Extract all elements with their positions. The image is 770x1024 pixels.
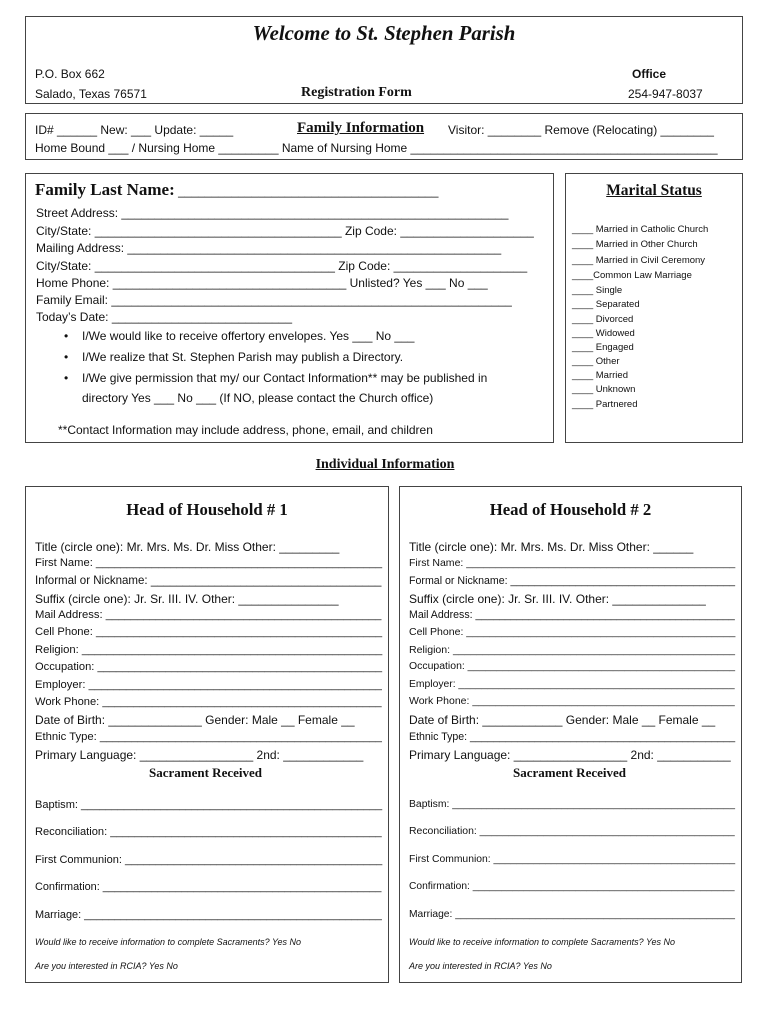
hoh2-suffix-field[interactable]: Suffix (circle one): Jr. Sr. III. IV. Other: ______________ [409, 592, 706, 606]
hoh2-baptism-field[interactable]: Baptism: _________________________________________________ [409, 799, 735, 810]
hoh1-work-phone-field[interactable]: Work Phone: _____________________________________________ [35, 696, 382, 708]
mailing-address-field[interactable]: Mailing Address: ________________________________________________________ [36, 241, 502, 255]
hoh1-first-communion-field[interactable]: First Communion: __________________________________________ [35, 854, 383, 866]
contact-footnote: **Contact Information may include address, phone, email, and children [58, 423, 433, 437]
hoh2-dob-gender-field[interactable]: Date of Birth: ____________ Gender: Male __ Female __ [409, 713, 716, 727]
hoh1-suffix-field[interactable]: Suffix (circle one): Jr. Sr. III. IV. Other: _______________ [35, 592, 339, 606]
marital-option[interactable]: ____ Married in Other Church [572, 239, 698, 250]
hoh2-work-phone-field[interactable]: Work Phone: _____________________________________________ [409, 696, 735, 707]
hoh1-title-field[interactable]: Title (circle one): Mr. Mrs. Ms. Dr. Miss Other: _________ [35, 540, 340, 554]
hoh1-religion-field[interactable]: Religion: ________________________________________________ [35, 644, 383, 656]
page-title: Welcome to St. Stephen Parish [252, 21, 516, 45]
office-label: Office [632, 67, 667, 81]
hoh2-heading: Head of Household # 2 [489, 500, 652, 519]
marital-status-box [565, 173, 743, 443]
address-line-1: P.O. Box 662 [35, 67, 105, 81]
hoh1-rcia-question[interactable]: Are you interested in RCIA? Yes No [35, 961, 178, 971]
hoh2-first-communion-field[interactable]: First Communion: __________________________________________ [409, 854, 736, 865]
marital-option[interactable]: ____ Partnered [572, 399, 638, 410]
hoh1-nickname-field[interactable]: Informal or Nickname: ____________________________________ [35, 575, 382, 587]
hoh2-confirmation-field[interactable]: Confirmation: ______________________________________________ [409, 881, 735, 892]
individual-info-heading: Individual Information [315, 457, 455, 472]
hoh1-sacrament-question[interactable]: Would like to receive information to complete Sacraments? Yes No [35, 937, 301, 947]
family-box [25, 173, 554, 443]
marital-option[interactable]: ____ Unknown [572, 384, 636, 395]
hoh2-box [399, 486, 742, 983]
home-bound-line[interactable]: Home Bound ___ / Nursing Home _________ Name of Nursing Home ______________________________________________ [35, 141, 718, 155]
hoh2-cell-phone-field[interactable]: Cell Phone: ______________________________________________ [409, 626, 736, 638]
hoh2-first-name-field[interactable]: First Name: ______________________________________________ [409, 557, 736, 569]
hoh1-occupation-field[interactable]: Occupation: ______________________________________________ [35, 661, 383, 673]
mailing-city-state-field[interactable]: City/State: ____________________________________ Zip Code: ____________________ [36, 259, 528, 273]
form-name: Registration Form [301, 85, 412, 100]
permission-continuation[interactable]: directory Yes ___ No ___ (If NO, please contact the Church office) [82, 391, 434, 405]
hoh1-ethnic-type-field[interactable]: Ethnic Type: _____________________________________________ [35, 731, 382, 743]
id-line[interactable]: ID# ______ New: ___ Update: _____ [35, 123, 234, 137]
hoh2-title-field[interactable]: Title (circle one): Mr. Mrs. Ms. Dr. Miss Other: ______ [409, 540, 694, 554]
marital-option[interactable]: ____ Divorced [572, 314, 634, 325]
marital-option[interactable]: ____ Married in Catholic Church [572, 224, 709, 235]
hoh1-first-name-field[interactable]: First Name: ______________________________________________ [35, 557, 383, 569]
hoh2-sacrament-question[interactable]: Would like to receive information to complete Sacraments? Yes No [409, 937, 675, 947]
last-name-line[interactable]: _______________________________________ [178, 184, 439, 198]
header-box [25, 16, 743, 104]
hoh2-employer-field[interactable]: Employer: ________________________________________________ [409, 679, 735, 690]
marital-option[interactable]: ____ Single [572, 285, 623, 296]
hoh1-box [25, 486, 389, 983]
last-name-row[interactable] [35, 180, 438, 200]
marital-option[interactable]: ____ Married [572, 370, 628, 381]
marital-status-heading: Marital Status [606, 182, 702, 199]
hoh2-rcia-question[interactable]: Are you interested in RCIA? Yes No [409, 961, 552, 971]
hoh1-employer-field[interactable]: Employer: _______________________________________________ [35, 679, 382, 691]
hoh2-reconciliation-field[interactable]: Reconciliation: ____________________________________________ [409, 826, 735, 837]
permission-bullet[interactable]: • I/We give permission that my/ our Contact Information** may be published in [82, 371, 487, 385]
hoh2-ethnic-type-field[interactable]: Ethnic Type: _____________________________________________ [409, 731, 736, 743]
envelopes-bullet[interactable]: • I/We would like to receive offertory envelopes. Yes ___ No ___ [82, 329, 414, 343]
hoh2-occupation-field[interactable]: Occupation: ______________________________________________ [409, 661, 736, 672]
family-email-field[interactable]: Family Email: ____________________________________________________________ [36, 293, 512, 307]
marital-option[interactable]: ____ Married in Civil Ceremony [572, 255, 706, 266]
street-address-field[interactable]: Street Address: __________________________________________________________ [36, 206, 509, 220]
hoh1-sacrament-heading: Sacrament Received [149, 765, 262, 780]
todays-date-field[interactable]: Today’s Date: ___________________________ [36, 310, 293, 324]
visitor-line[interactable]: Visitor: ________ Remove (Relocating) ________ [448, 123, 714, 137]
hoh2-marriage-field[interactable]: Marriage: _________________________________________________ [409, 909, 735, 920]
marital-option[interactable]: ____Common Law Marriage [572, 270, 692, 281]
hoh1-heading: Head of Household # 1 [126, 500, 288, 519]
hoh1-baptism-field[interactable]: Baptism: _________________________________________________ [35, 799, 383, 811]
last-name-label: Family Last Name: [35, 180, 175, 199]
hoh1-cell-phone-field[interactable]: Cell Phone: ______________________________________________ [35, 626, 383, 638]
hoh2-nickname-field[interactable]: Formal or Nickname: ______________________________________ [409, 575, 736, 587]
hoh1-language-field[interactable]: Primary Language: _________________ 2nd: ____________ [35, 748, 364, 762]
marital-option[interactable]: ____ Widowed [572, 328, 635, 339]
hoh1-confirmation-field[interactable]: Confirmation: ______________________________________________ [35, 881, 382, 893]
family-info-bar [25, 113, 743, 160]
hoh1-mail-address-field[interactable]: Mail Address: ____________________________________________ [35, 609, 382, 621]
hoh1-dob-gender-field[interactable]: Date of Birth: ______________ Gender: Male __ Female __ [35, 713, 355, 727]
directory-bullet: • I/We realize that St. Stephen Parish may publish a Directory. [82, 350, 403, 364]
hoh2-mail-address-field[interactable]: Mail Address: ____________________________________________ [409, 609, 735, 621]
hoh2-language-field[interactable]: Primary Language: _________________ 2nd: ___________ [409, 748, 731, 762]
marital-option[interactable]: ____ Other [572, 356, 620, 367]
office-phone: 254-947-8037 [628, 87, 703, 101]
family-info-heading: Family Information [297, 120, 425, 136]
marital-option[interactable]: ____ Engaged [572, 342, 634, 353]
city-state-field[interactable]: City/State: _____________________________________ Zip Code: ____________________ [36, 224, 534, 238]
marital-option[interactable]: ____ Separated [572, 299, 640, 310]
hoh1-marriage-field[interactable]: Marriage: _________________________________________________ [35, 909, 382, 921]
hoh2-sacrament-heading: Sacrament Received [513, 765, 626, 780]
hoh1-reconciliation-field[interactable]: Reconciliation: ____________________________________________ [35, 826, 382, 838]
hoh2-religion-field[interactable]: Religion: ________________________________________________ [409, 644, 736, 656]
home-phone-field[interactable]: Home Phone: ___________________________________ Unlisted? Yes ___ No ___ [36, 276, 488, 290]
address-line-2: Salado, Texas 76571 [35, 87, 147, 101]
